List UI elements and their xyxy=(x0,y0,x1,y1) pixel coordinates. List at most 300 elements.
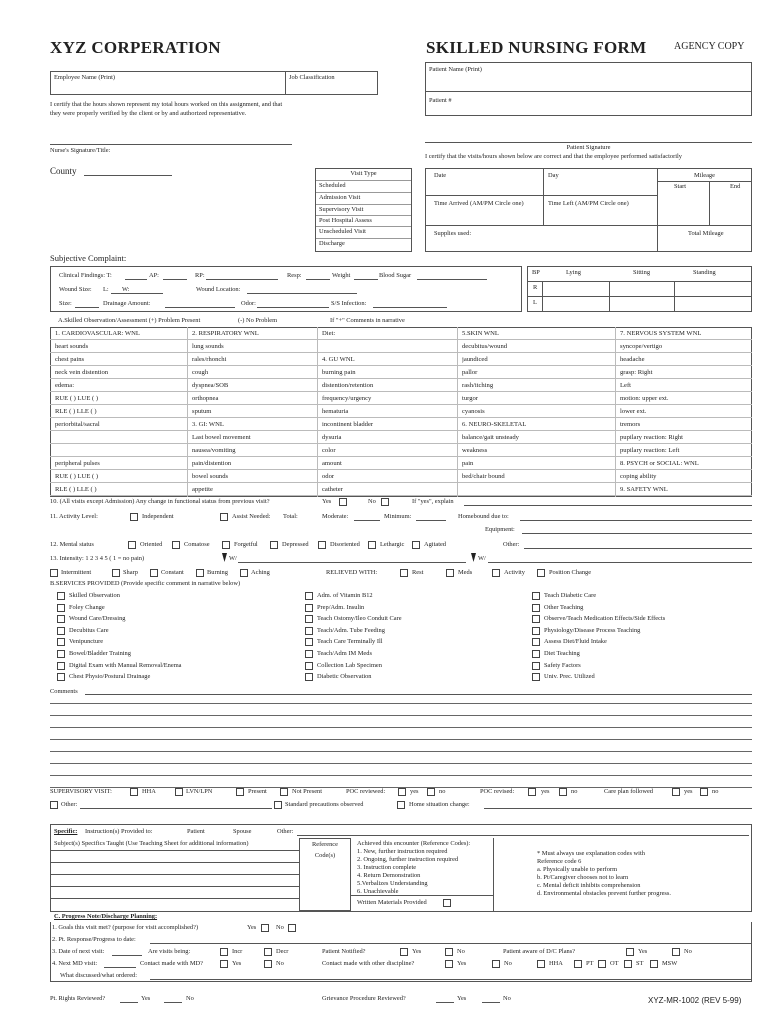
supervisory-label: SUPERVISORY VISIT: xyxy=(50,788,112,795)
service-checkbox[interactable] xyxy=(532,638,540,646)
arrow-down-icon xyxy=(470,553,477,563)
visit-type-title: Visit Type xyxy=(350,170,377,177)
service-checkbox[interactable] xyxy=(532,662,540,670)
table-cell[interactable]: 8. PSYCH or SOCIAL: WNL xyxy=(620,460,699,467)
service-checkbox[interactable] xyxy=(57,615,65,623)
table-cell[interactable]: odor xyxy=(322,473,335,480)
q11-text: 11. Activity Level: xyxy=(50,513,98,520)
poc-revised-no: no xyxy=(571,788,578,795)
decr-checkbox[interactable] xyxy=(264,948,272,956)
contact-md-no-checkbox[interactable] xyxy=(264,960,272,968)
supplies-label: Supplies used: xyxy=(434,230,472,237)
table-cell[interactable]: 3. GI: WNL xyxy=(192,421,224,428)
assessment-heading: A.Skilled Observation/Assessment (+) Problem Present xyxy=(58,317,201,324)
table-cell[interactable]: decubitus/wound xyxy=(462,343,508,350)
table-cell[interactable] xyxy=(462,483,616,496)
table-cell[interactable]: RLE ( ) LLE ( ) xyxy=(55,408,97,415)
table-cell[interactable]: RLE ( ) LLE ( ) xyxy=(55,486,97,493)
service-checkbox[interactable] xyxy=(57,592,65,600)
note-item: * Must always use explanation codes with xyxy=(537,850,645,857)
mental-other-field[interactable] xyxy=(524,548,752,549)
care-plan-no: no xyxy=(712,788,719,795)
service-item: Adm. of Vitamin B12 xyxy=(317,592,373,599)
table-cell[interactable] xyxy=(322,340,460,353)
subjective-title: Subjective Complaint: xyxy=(50,253,127,263)
comment-line[interactable] xyxy=(50,751,752,752)
employee-box xyxy=(50,71,378,95)
table-cell[interactable] xyxy=(55,431,185,444)
achieved-label: Achieved this encounter (Reference Codes): xyxy=(357,840,471,847)
service-checkbox[interactable] xyxy=(57,650,65,658)
progress-q1: 1. Goals this visit met? (purpose for visit accomplished?) xyxy=(52,924,199,931)
service-item: Teach/Adm IM Meds xyxy=(317,650,372,657)
bp-standing: Standing xyxy=(693,269,716,276)
burning-label: Burning xyxy=(207,569,228,576)
comment-line[interactable] xyxy=(50,703,752,704)
table-cell[interactable]: jaundiced xyxy=(462,356,488,363)
table-row xyxy=(50,379,752,392)
contact-other-yes-checkbox[interactable] xyxy=(445,960,453,968)
table-cell[interactable]: RUE ( ) LUE ( ) xyxy=(55,473,99,480)
meds-checkbox[interactable] xyxy=(446,569,454,577)
poc-reviewed-yes-checkbox[interactable] xyxy=(398,788,406,796)
aware-no-checkbox[interactable] xyxy=(672,948,680,956)
table-cell[interactable]: bowel sounds xyxy=(192,473,229,480)
wound-l-label: L: xyxy=(103,286,109,293)
care-plan-yes-checkbox[interactable] xyxy=(672,788,680,796)
weight-label: Weight xyxy=(332,272,351,279)
table-cell[interactable]: amount xyxy=(322,460,342,467)
visits-being: Are visits being: xyxy=(148,948,191,955)
service-checkbox[interactable] xyxy=(305,638,313,646)
day-label: Day xyxy=(548,172,559,179)
visit-type-box xyxy=(315,168,412,252)
sharp-checkbox[interactable] xyxy=(112,569,120,577)
visit-discharge[interactable]: Discharge xyxy=(319,240,345,247)
progress-heading: C. Progress Note/Discharge Planning: xyxy=(54,913,158,920)
service-item: Teach/Adm. Tube Feeding xyxy=(317,626,385,634)
home-checkbox[interactable] xyxy=(397,801,405,809)
lvn-label: LVN/LPN xyxy=(186,788,213,795)
service-checkbox[interactable] xyxy=(532,615,540,623)
equipment-field[interactable] xyxy=(522,533,752,534)
achieved-item: 2. Ongoing, further instruction required xyxy=(357,856,459,863)
decr-label: Decr xyxy=(276,948,289,955)
other-sup-checkbox[interactable] xyxy=(50,801,58,809)
table-cell[interactable] xyxy=(55,444,185,457)
table-cell[interactable]: 7. NERVOUS SYSTEM WNL xyxy=(620,330,702,337)
incr-checkbox[interactable] xyxy=(220,948,228,956)
certify-text-2: they were properly verified by the client or by and authorized representative. xyxy=(50,110,247,117)
q1-no: No xyxy=(276,924,284,931)
county-field[interactable] xyxy=(84,175,172,176)
patient-no-label: Patient # xyxy=(429,97,452,104)
grievance-no: No xyxy=(503,995,511,1002)
table-cell[interactable]: appetite xyxy=(192,486,213,493)
service-checkbox[interactable] xyxy=(57,604,65,612)
table-cell[interactable]: periorbital/sacral xyxy=(55,421,100,428)
grievance-label: Grievance Procedure Reviewed? xyxy=(322,995,406,1002)
table-cell[interactable]: hematuria xyxy=(322,408,349,415)
service-checkbox[interactable] xyxy=(305,615,313,623)
service-checkbox[interactable] xyxy=(305,627,313,635)
disc-st-checkbox[interactable] xyxy=(624,960,632,968)
table-cell[interactable]: pupilary reaction: Left xyxy=(620,447,680,454)
comments-label: Comments xyxy=(50,688,78,695)
instruction-spouse: Spouse xyxy=(233,828,252,835)
ss-infection-label: S/S Infection: xyxy=(331,300,367,307)
service-item: Assess Diet/Fluid Intake xyxy=(544,638,607,646)
agitated-label: Agitated xyxy=(424,541,447,548)
table-cell[interactable]: rash/itching xyxy=(462,382,494,389)
table-cell[interactable]: chest pains xyxy=(55,356,85,363)
q1-yes: Yes xyxy=(247,924,257,931)
service-checkbox[interactable] xyxy=(532,627,540,635)
disc-st: ST xyxy=(636,960,644,967)
table-cell[interactable]: 6. NEURO-SKELETAL xyxy=(462,421,527,428)
job-class-label: Job Classification xyxy=(289,74,335,81)
poc-revised-yes-checkbox[interactable] xyxy=(528,788,536,796)
service-checkbox[interactable] xyxy=(532,604,540,612)
visit-post-hospital[interactable]: Post Hospital Assess xyxy=(319,217,372,224)
comatose-checkbox[interactable] xyxy=(172,541,180,549)
service-checkbox[interactable] xyxy=(305,604,313,612)
comatose-label: Comatose xyxy=(184,541,210,548)
nurse-sig-line[interactable] xyxy=(50,144,292,145)
service-checkbox[interactable] xyxy=(57,627,65,635)
disc-msw: MSW xyxy=(662,960,678,967)
table-cell[interactable]: cyanosis xyxy=(462,408,485,415)
table-cell[interactable]: sputum xyxy=(192,408,212,415)
table-cell[interactable]: distention/retention xyxy=(322,382,374,389)
achieved-item: 3. Instruction complete xyxy=(357,864,417,871)
service-item: Diabetic Observation xyxy=(317,673,372,681)
disc-hha: HHA xyxy=(549,960,563,967)
homebound-label: Homebound due to: xyxy=(458,513,509,520)
table-cell[interactable]: rales/rhonchi xyxy=(192,356,227,363)
service-checkbox[interactable] xyxy=(57,638,65,646)
table-cell[interactable]: burning pain xyxy=(322,369,356,376)
mileage-label: Mileage xyxy=(694,172,715,179)
table-cell[interactable]: edema: xyxy=(55,382,75,389)
service-checkbox[interactable] xyxy=(305,673,313,681)
relieved-label: RELIEVED WITH: xyxy=(326,569,378,576)
rights-label: Pt. Rights Reviewed? xyxy=(50,995,106,1002)
column-divider xyxy=(317,327,318,497)
q10-text: 10. (All visits except Admission) Any change in functional status from previous visit? xyxy=(50,498,270,505)
other-sup-label: Other: xyxy=(61,801,78,808)
visit-scheduled[interactable]: Scheduled xyxy=(319,182,346,189)
comment-line[interactable] xyxy=(50,787,752,788)
contact-md-no: No xyxy=(276,960,284,967)
poc-revised-yes: yes xyxy=(541,788,550,795)
contact-other-label: Contact made with other discipline? xyxy=(322,960,415,967)
service-checkbox[interactable] xyxy=(532,673,540,681)
homebound-field[interactable] xyxy=(520,520,752,521)
comment-line[interactable] xyxy=(85,694,752,695)
table-cell[interactable]: Diet: xyxy=(322,330,336,337)
table-row xyxy=(50,483,752,496)
equipment-label: Equipment: xyxy=(485,526,515,533)
table-row xyxy=(50,392,752,405)
table-cell[interactable]: turgor xyxy=(462,395,478,402)
instruction-label: Instruction(s) Provided to: xyxy=(85,828,153,835)
lethargic-label: Lethargic xyxy=(380,541,405,548)
instruction-other: Other: xyxy=(277,828,294,835)
achieved-item: 5.Verbalizes Understanding xyxy=(357,880,428,887)
table-row xyxy=(50,431,752,444)
activity-label: Activity xyxy=(504,569,525,576)
disoriented-checkbox[interactable] xyxy=(318,541,326,549)
column-divider xyxy=(615,327,616,497)
disc-msw-checkbox[interactable] xyxy=(650,960,658,968)
constant-label: Constant xyxy=(161,569,184,576)
disc-ot: OT xyxy=(610,960,619,967)
table-cell[interactable]: RUE ( ) LUE ( ) xyxy=(55,395,99,402)
q10-explain: If "yes", explain xyxy=(412,498,454,505)
assist-label: Assist Needed: xyxy=(232,513,271,520)
table-cell[interactable]: balance/gait unsteady xyxy=(462,434,519,441)
clinical-box xyxy=(50,266,522,312)
table-cell[interactable]: weakness xyxy=(462,447,488,454)
service-item: Wound Care/Dressing xyxy=(69,615,126,623)
copy-label: AGENCY COPY xyxy=(674,41,745,52)
q10-explain-field[interactable] xyxy=(464,505,752,506)
written-label: Written Materials Provided xyxy=(357,899,427,906)
table-cell[interactable]: lung sounds xyxy=(192,343,224,350)
table-cell[interactable]: pallor xyxy=(462,369,478,376)
care-plan-no-checkbox[interactable] xyxy=(700,788,708,796)
q10-yes: Yes xyxy=(322,498,332,505)
rest-label: Rest xyxy=(412,569,424,576)
poc-reviewed-no: no xyxy=(439,788,446,795)
service-item: Diet Teaching xyxy=(544,650,580,657)
table-row xyxy=(50,457,752,470)
table-cell[interactable]: 2. RESPIRATORY WNL xyxy=(192,330,259,337)
service-checkbox[interactable] xyxy=(57,673,65,681)
aware-label: Patient aware of D/C Plans? xyxy=(503,948,576,955)
other-mental-label: Other: xyxy=(503,541,520,548)
achieved-item: 1. New, further instruction required xyxy=(357,848,448,855)
nurse-sig-label: Nurse's Signature/Title: xyxy=(50,147,111,154)
intermittent-checkbox[interactable] xyxy=(50,569,58,577)
service-item: Collection Lab Specimen xyxy=(317,661,382,669)
table-cell[interactable]: dysuria xyxy=(322,434,342,441)
table-cell[interactable]: orthopnea xyxy=(192,395,219,402)
wound-location-label: Wound Location: xyxy=(196,286,241,293)
oriented-checkbox[interactable] xyxy=(128,541,136,549)
disc-hha-checkbox[interactable] xyxy=(537,960,545,968)
progress-q2: 2. Pt. Response/Progress to date: xyxy=(52,936,136,943)
service-item: Observe/Teach Medication Effects/Side Effects xyxy=(544,615,666,623)
depressed-checkbox[interactable] xyxy=(270,541,278,549)
table-cell[interactable]: bed/chair bound xyxy=(462,473,505,480)
note-item: c. Mental deficit inhibits comprehension xyxy=(537,882,641,889)
comment-line[interactable] xyxy=(50,763,752,764)
bp-lying: Lying xyxy=(566,269,581,276)
meds-label: Meds xyxy=(458,569,473,576)
hha-label: HHA xyxy=(142,788,156,795)
poc-revised-label: POC revised: xyxy=(480,788,515,795)
table-cell[interactable]: peripheral pulses xyxy=(55,460,100,467)
bp-label: BP xyxy=(532,269,540,276)
table-cell[interactable]: 5.SKIN WNL xyxy=(462,330,499,337)
rest-checkbox[interactable] xyxy=(400,569,408,577)
lvn-checkbox[interactable] xyxy=(175,788,183,796)
table-cell[interactable]: tremors xyxy=(620,421,641,428)
contact-other-no: No xyxy=(504,960,512,967)
table-cell[interactable]: 1. CARDIOVASCULAR: WNL xyxy=(55,330,140,337)
visit-admission[interactable]: Admission Visit xyxy=(319,194,361,201)
table-cell[interactable]: coping ability xyxy=(620,473,657,480)
comment-line[interactable] xyxy=(50,715,752,716)
present-label: Present xyxy=(248,788,267,795)
aware-yes-checkbox[interactable] xyxy=(626,948,634,956)
service-item: Teach Care Terminally Ill xyxy=(317,638,383,646)
home-label: Home situation change: xyxy=(409,801,470,808)
notified-no-checkbox[interactable] xyxy=(445,948,453,956)
table-cell[interactable]: catheter xyxy=(322,486,343,493)
patient-name-label: Patient Name (Print) xyxy=(429,66,482,73)
table-cell[interactable]: Left xyxy=(620,382,631,389)
q10-yes-checkbox[interactable] xyxy=(339,498,347,506)
table-cell[interactable]: heart sounds xyxy=(55,343,89,350)
reference-label: Reference xyxy=(312,841,338,848)
service-item: Physiology/Disease Process Teaching xyxy=(544,626,641,634)
services-heading: B.SERVICES PROVIDED (Provide specific comment in narrative below) xyxy=(50,580,241,587)
table-cell[interactable]: pain xyxy=(462,460,474,467)
contact-md-yes: Yes xyxy=(232,960,242,967)
poc-reviewed-label: POC reviewed: xyxy=(346,788,386,795)
note-item: b. Pt/Caregiver chooses not to learn xyxy=(537,874,629,881)
comment-line[interactable] xyxy=(50,775,752,776)
disc-pt-checkbox[interactable] xyxy=(574,960,582,968)
visit-unscheduled[interactable]: Unscheduled Visit xyxy=(319,228,366,235)
position-checkbox[interactable] xyxy=(537,569,545,577)
employee-name-label: Employee Name (Print) xyxy=(54,74,116,81)
service-item: Digital Exam with Manual Removal/Enema xyxy=(69,661,182,669)
hha-checkbox[interactable] xyxy=(130,788,138,796)
poc-revised-no-checkbox[interactable] xyxy=(559,788,567,796)
constant-checkbox[interactable] xyxy=(150,569,158,577)
date-box xyxy=(425,168,752,252)
poc-reviewed-no-checkbox[interactable] xyxy=(427,788,435,796)
table-cell[interactable]: Last bowel movement xyxy=(192,434,251,441)
bp-r: R xyxy=(533,284,538,291)
rights-yes: Yes xyxy=(141,995,151,1002)
instruction-patient: Patient xyxy=(187,828,205,835)
burning-checkbox[interactable] xyxy=(196,569,204,577)
service-checkbox[interactable] xyxy=(532,650,540,658)
assist-checkbox[interactable] xyxy=(220,513,228,521)
table-cell[interactable]: pupilary reaction: Right xyxy=(620,434,683,441)
mileage-end: End xyxy=(730,183,741,190)
discussed-label: What discussed/what ordered: xyxy=(60,972,138,979)
achieved-item: 6. Unachievable xyxy=(357,888,399,895)
table-cell[interactable]: color xyxy=(322,447,336,454)
clinical-t-label: Clinical Findings: T: xyxy=(59,272,112,279)
note-item: a. Physically unable to perform xyxy=(537,866,618,873)
service-checkbox[interactable] xyxy=(57,662,65,670)
agitated-checkbox[interactable] xyxy=(412,541,420,549)
table-row xyxy=(50,327,752,340)
table-cell[interactable]: nausea/vomiting xyxy=(192,447,236,454)
arrow-down-icon xyxy=(221,553,228,563)
table-cell[interactable]: dyspnea/SOB xyxy=(192,382,229,389)
sharp-label: Sharp xyxy=(123,569,138,576)
progress-q4: 4. Next MD visit: xyxy=(52,960,98,967)
table-cell[interactable]: motion: upper ext. xyxy=(620,395,669,402)
service-checkbox[interactable] xyxy=(305,662,313,670)
table-cell[interactable]: grasp: Right xyxy=(620,369,653,376)
table-cell[interactable]: 4. GU WNL xyxy=(322,356,355,363)
q1-no-checkbox[interactable] xyxy=(288,924,296,932)
table-cell[interactable]: lower ext. xyxy=(620,408,647,415)
aching-checkbox[interactable] xyxy=(240,569,248,577)
note-item: d. Environmental obstacles prevent further progress. xyxy=(537,890,671,897)
present-checkbox[interactable] xyxy=(236,788,244,796)
service-checkbox[interactable] xyxy=(305,592,313,600)
comment-line[interactable] xyxy=(50,727,752,728)
notified-yes-checkbox[interactable] xyxy=(400,948,408,956)
forgetful-checkbox[interactable] xyxy=(222,541,230,549)
patient-sig-line[interactable] xyxy=(425,142,752,143)
table-cell[interactable]: pain/distention xyxy=(192,460,232,467)
comment-line[interactable] xyxy=(50,739,752,740)
care-plan-label: Care plan followed xyxy=(604,788,653,795)
contact-md-yes-checkbox[interactable] xyxy=(220,960,228,968)
table-cell[interactable]: neck vein distention xyxy=(55,369,109,376)
service-checkbox[interactable] xyxy=(305,650,313,658)
activity-checkbox[interactable] xyxy=(492,569,500,577)
care-plan-yes: yes xyxy=(684,788,693,795)
table-cell[interactable]: headache xyxy=(620,356,645,363)
certify-text: I certify that the hours shown represent my total hours worked on this assignment, and that xyxy=(50,101,283,108)
table-row xyxy=(50,353,752,366)
aware-no: No xyxy=(684,948,692,955)
service-checkbox[interactable] xyxy=(532,592,540,600)
table-cell[interactable]: syncope/vertigo xyxy=(620,343,663,350)
independent-checkbox[interactable] xyxy=(130,513,138,521)
service-item: Teach Ostomy/Ileo Conduit Care xyxy=(317,615,402,623)
note-item: Reference code 6 xyxy=(537,858,582,865)
size-label: Size: xyxy=(59,300,72,307)
contact-other-no-checkbox[interactable] xyxy=(492,960,500,968)
table-cell[interactable]: 9. SAFETY WNL xyxy=(620,486,668,493)
moderate-label: Moderate: xyxy=(322,513,349,520)
aware-yes: Yes xyxy=(638,948,648,955)
service-item: Decubitus Care xyxy=(69,626,109,634)
lethargic-checkbox[interactable] xyxy=(368,541,376,549)
minimum-label: Minimum: xyxy=(384,513,412,520)
table-row xyxy=(50,366,752,379)
table-cell[interactable]: cough xyxy=(192,369,209,376)
table-cell[interactable]: incontinent bladder xyxy=(322,421,374,428)
q10-no-checkbox[interactable] xyxy=(381,498,389,506)
standard-checkbox[interactable] xyxy=(274,801,282,809)
patient-certify: I certify that the visits/hours shown below are correct and that the employee performed satisfactorily xyxy=(425,153,682,160)
q1-yes-checkbox[interactable] xyxy=(261,924,269,932)
not-present-label: Not Present xyxy=(292,788,322,795)
not-present-checkbox[interactable] xyxy=(280,788,288,796)
table-cell[interactable]: frequency/urgency xyxy=(322,395,372,402)
service-item: Skilled Observation xyxy=(69,592,120,599)
visit-supervisory[interactable]: Supervisory Visit xyxy=(319,206,364,213)
service-item: Venipuncture xyxy=(69,638,104,646)
written-checkbox[interactable] xyxy=(443,899,451,907)
resp-label: Resp: xyxy=(287,272,302,279)
disc-ot-checkbox[interactable] xyxy=(598,960,606,968)
